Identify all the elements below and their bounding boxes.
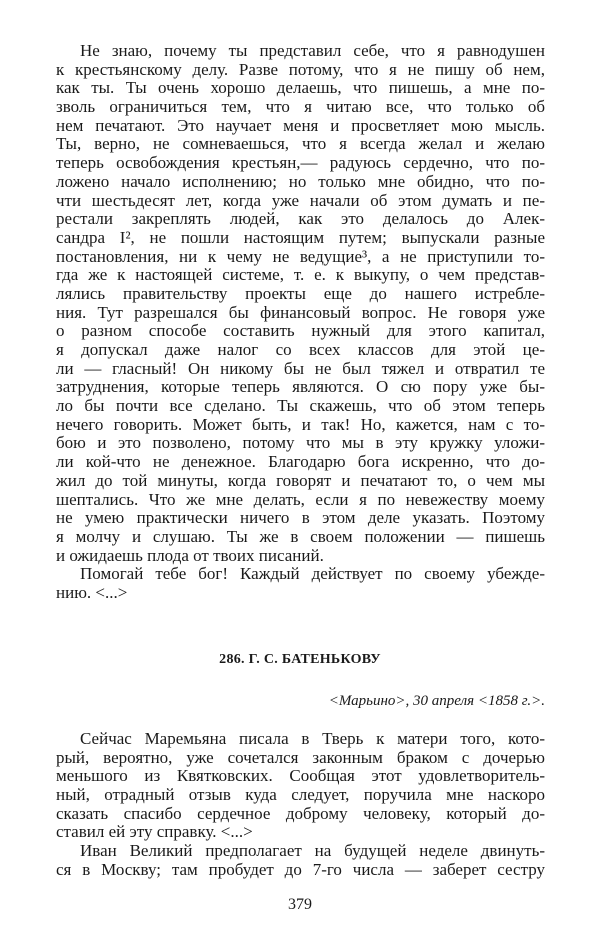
text-line: ставил ей эту справку. <...>	[56, 822, 253, 842]
text-line: к крестьянскому делу. Разве потому, что я не пишу об нем,	[56, 59, 545, 79]
text-line: ли — гласный! Он никому бы не был тяжел и отвратил те	[56, 358, 545, 378]
letter-body-paragraphs	[56, 42, 545, 603]
text-line: Иван Великий предполагает на будущей неделе двинуть-	[80, 841, 545, 861]
text-line: рый, вероятно, уже сочетался законным браком с дочерью	[56, 747, 545, 767]
text-line: затруднения, которые теперь являются. О сю пору уже бы-	[56, 377, 545, 397]
text-line: нем печатают. Это научает меня и просветляет мою мысль.	[56, 115, 545, 135]
text-line: постановления, ни к чему не ведущие³, а не приступили то-	[56, 246, 545, 266]
text-line: сандра I², не пошли настоящим путем; выпускали разные	[56, 227, 545, 247]
text-line: ложено начало исполнению; но только мне обидно, что по-	[56, 171, 545, 191]
text-line: жил до той минуты, когда говорят и печатают то, о чем мы	[56, 470, 545, 490]
text-line: зволь ограничиться тем, что я читаю все, что только об	[56, 97, 545, 117]
text-line: и ожидаешь плода от твоих писаний.	[56, 545, 324, 565]
text-line: как ты. Ты очень хорошо делаешь, что пишешь, а мне по-	[56, 78, 545, 98]
text-line: чти шестьдесят лет, когда уже начали об этом думать и пе-	[56, 190, 545, 210]
text-line: бою и это позволено, потому что мы в эту кружку уложи-	[56, 433, 545, 453]
text-line: ния. Тут разрешался бы финансовый вопрос. Не говоря уже	[56, 302, 545, 322]
text-line: лялись правительству проекты еще до нашего истребле-	[56, 283, 545, 303]
text-line: я молчу и слушаю. Ты же в своем положении — пишешь	[56, 526, 545, 546]
letter-body-paragraphs-2	[56, 730, 545, 880]
text-line: ло бы почти все сделано. Ты скажешь, что об этом теперь	[56, 396, 545, 416]
text-line: рестали закреплять людей, как это делалось до Алек-	[56, 209, 545, 229]
text-line: ся в Москву; там пробудет до 7-го числа — заберет сестру	[56, 859, 545, 879]
letter-dateline: <Марьино>, 30 апреля <1858 г.>.	[328, 693, 545, 709]
text-line: не умею практически ничего в этом деле указать. Поэтому	[56, 508, 545, 528]
page-number: 379	[288, 896, 312, 913]
text-line: Ты, верно, не сомневаешься, что я всегда желал и желаю	[56, 134, 545, 154]
text-line: меньшого из Квятковских. Сообщая этот удовлетворитель-	[56, 766, 545, 786]
text-line: я допускал даже налог со всех классов для этой це-	[56, 340, 545, 359]
text-line: Помогай тебе бог! Каждый действует по своему убежде-	[80, 564, 545, 584]
text-line: шептались. Что же мне делать, если я по невежеству моему	[56, 489, 545, 509]
text-line: нечего говорить. Может быть, и так! Но, кажется, нам с то-	[56, 414, 545, 434]
text-line: Сейчас Маремьяна писала в Тверь к матери того, кото-	[80, 729, 545, 748]
text-line: ли кой-что не денежное. Благодарю бога искренно, что до-	[56, 452, 545, 472]
text-line: теперь освобождения крестьян,— радуюсь сердечно, что по-	[56, 153, 545, 173]
text-line: ный, отрадный отзыв куда следует, поручила мне наскоро	[56, 785, 545, 805]
text-line: сказать спасибо сердечное доброму человеку, который до-	[56, 803, 545, 823]
text-line: гда же к настоящей системе, т. е. к выкупу, о чем представ-	[56, 265, 545, 285]
letter-heading: 286. Г. С. БАТЕНЬКОВУ	[219, 652, 381, 667]
text-line: Не знаю, почему ты представил себе, что я равнодушен	[80, 41, 545, 60]
text-line: нию. <...>	[56, 582, 128, 602]
text-line: о разном способе составить нужный для этого капитал,	[56, 321, 545, 341]
